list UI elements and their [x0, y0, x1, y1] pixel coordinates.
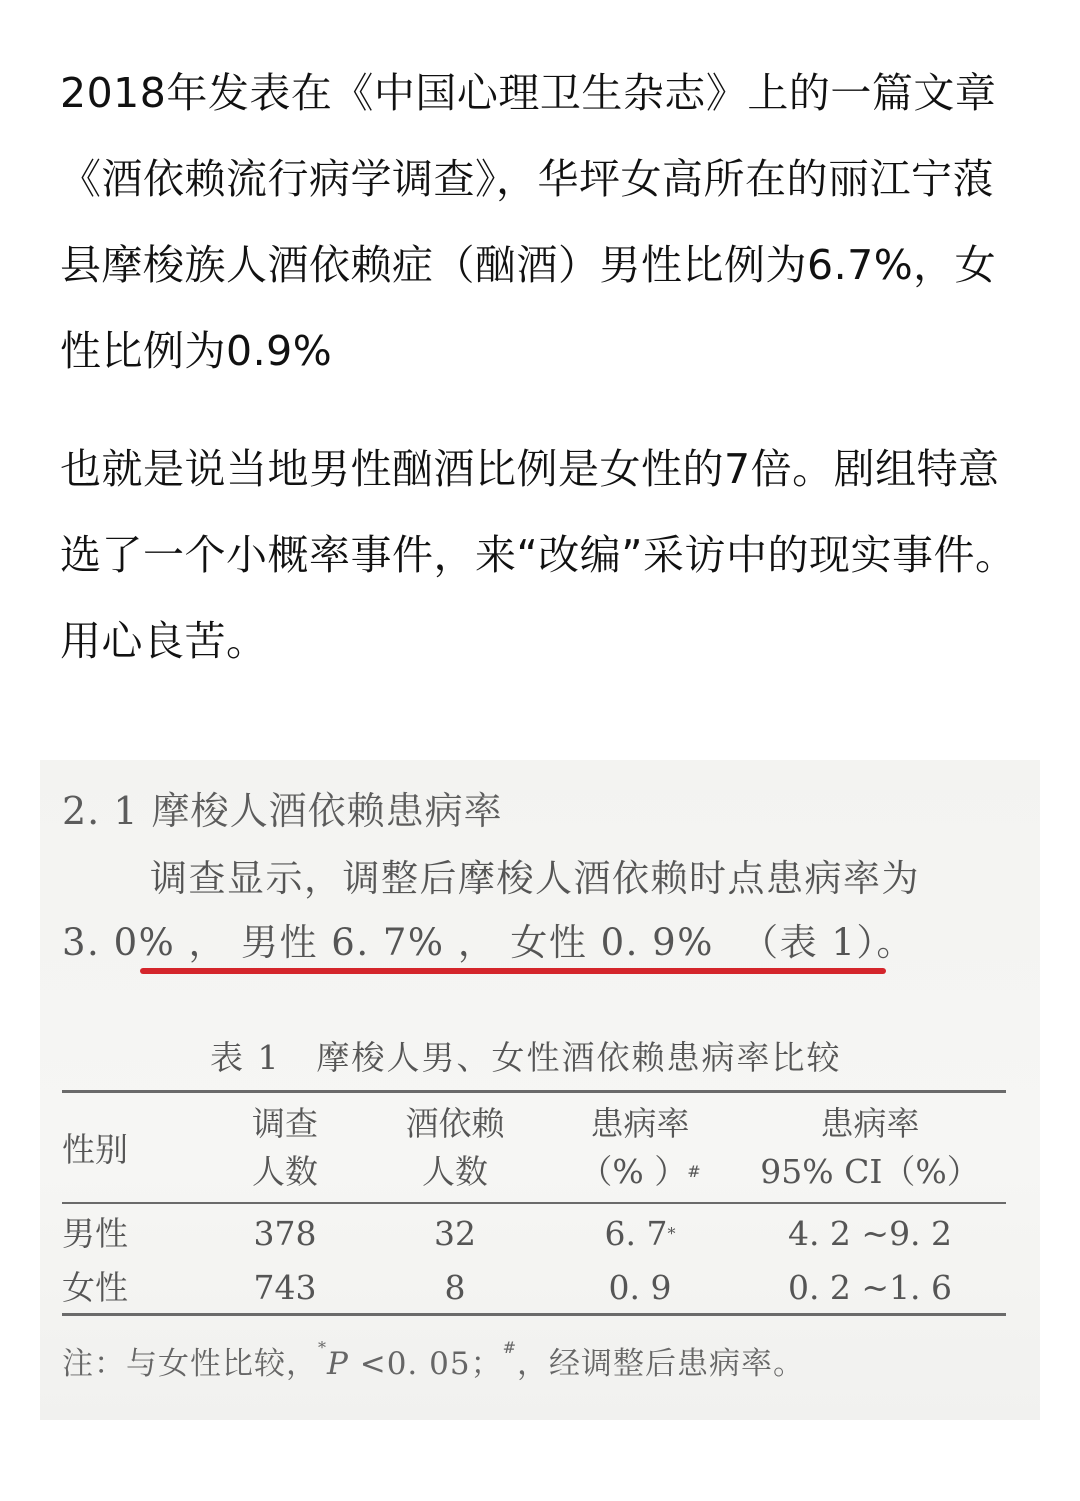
row-male-rate: [560, 1212, 720, 1256]
table-title: 摩梭人男、女性酒依赖患病率比较: [316, 1038, 842, 1077]
note-hash: #: [502, 1338, 517, 1357]
row-female-rate: 0. 9: [608, 1268, 672, 1307]
header-rate-1: 患病率: [590, 1104, 690, 1143]
table-note: [62, 1338, 805, 1383]
table-bottom-rule: [62, 1313, 1006, 1316]
note-prefix: 注：与女性比较，: [62, 1346, 318, 1382]
header-ci-1: 患病率: [820, 1104, 920, 1143]
table-caption: [210, 1032, 842, 1079]
female-rate: 女性 0. 9%: [510, 921, 728, 964]
header-rate-2: [560, 1150, 720, 1194]
header-surveyed-1: 调查: [252, 1104, 318, 1143]
row-male-rate-value: 6. 7: [604, 1214, 668, 1253]
post-body: [60, 50, 1025, 716]
note-star: *: [318, 1338, 327, 1357]
row-female-sex: 女性: [62, 1268, 128, 1307]
header-ci-2: 95% CI（%）: [760, 1152, 980, 1191]
row-female-ci: 0. 2 ~1. 6: [787, 1268, 953, 1307]
row-female-dependent: 8: [444, 1268, 466, 1307]
result-line-2: [62, 912, 929, 966]
header-dependent-1: 酒依赖: [405, 1104, 505, 1143]
header-sex: 性别: [62, 1130, 128, 1169]
post-paragraph-1: 2018年发表在《中国心理卫生杂志》上的一篇文章《酒依赖流行病学调查》，华坪女高所在的丽江宁蒗县摩梭族人酒依赖症（酗酒）男性比例为6.7%，女性比例为0.9%: [60, 69, 997, 375]
table-number: 表 1: [210, 1038, 281, 1077]
header-rate-unit: （% ）: [579, 1152, 688, 1191]
header-surveyed-2: 人数: [252, 1152, 318, 1191]
header-rate-mark: #: [687, 1162, 701, 1181]
row-male-sex: 男性: [62, 1214, 128, 1253]
male-rate: 男性 6. 7% ，: [241, 921, 497, 964]
note-p-symbol: P: [327, 1346, 349, 1382]
row-male-rate-mark: *: [667, 1224, 676, 1243]
header-dependent-2: 人数: [422, 1152, 488, 1191]
row-female-surveyed: 743: [253, 1268, 317, 1307]
table-header-rule: [62, 1202, 1006, 1204]
section-heading: 2. 1 摩梭人酒依赖患病率: [62, 789, 503, 833]
table-ref: （表 1）。: [741, 921, 915, 964]
note-p: [327, 1346, 503, 1382]
red-underline: [140, 968, 886, 974]
table-top-rule: [62, 1090, 1006, 1093]
note-suffix: ，经调整后患病率。: [516, 1346, 805, 1382]
overall-rate: 3. 0% ，: [62, 921, 228, 964]
row-male-surveyed: 378: [253, 1214, 317, 1253]
post-paragraph-2: 也就是说当地男性酗酒比例是女性的7倍。剧组特意选了一个小概率事件，来“改编”采访中的现实事件。用心良苦。: [60, 445, 1017, 665]
paper-excerpt-image: [40, 760, 1040, 1420]
row-male-dependent: 32: [434, 1214, 476, 1253]
result-line-1: 调查显示，调整后摩梭人酒依赖时点患病率为: [150, 857, 920, 900]
note-p-value: <0. 05；: [348, 1346, 503, 1382]
row-male-ci: 4. 2 ~9. 2: [787, 1214, 953, 1253]
